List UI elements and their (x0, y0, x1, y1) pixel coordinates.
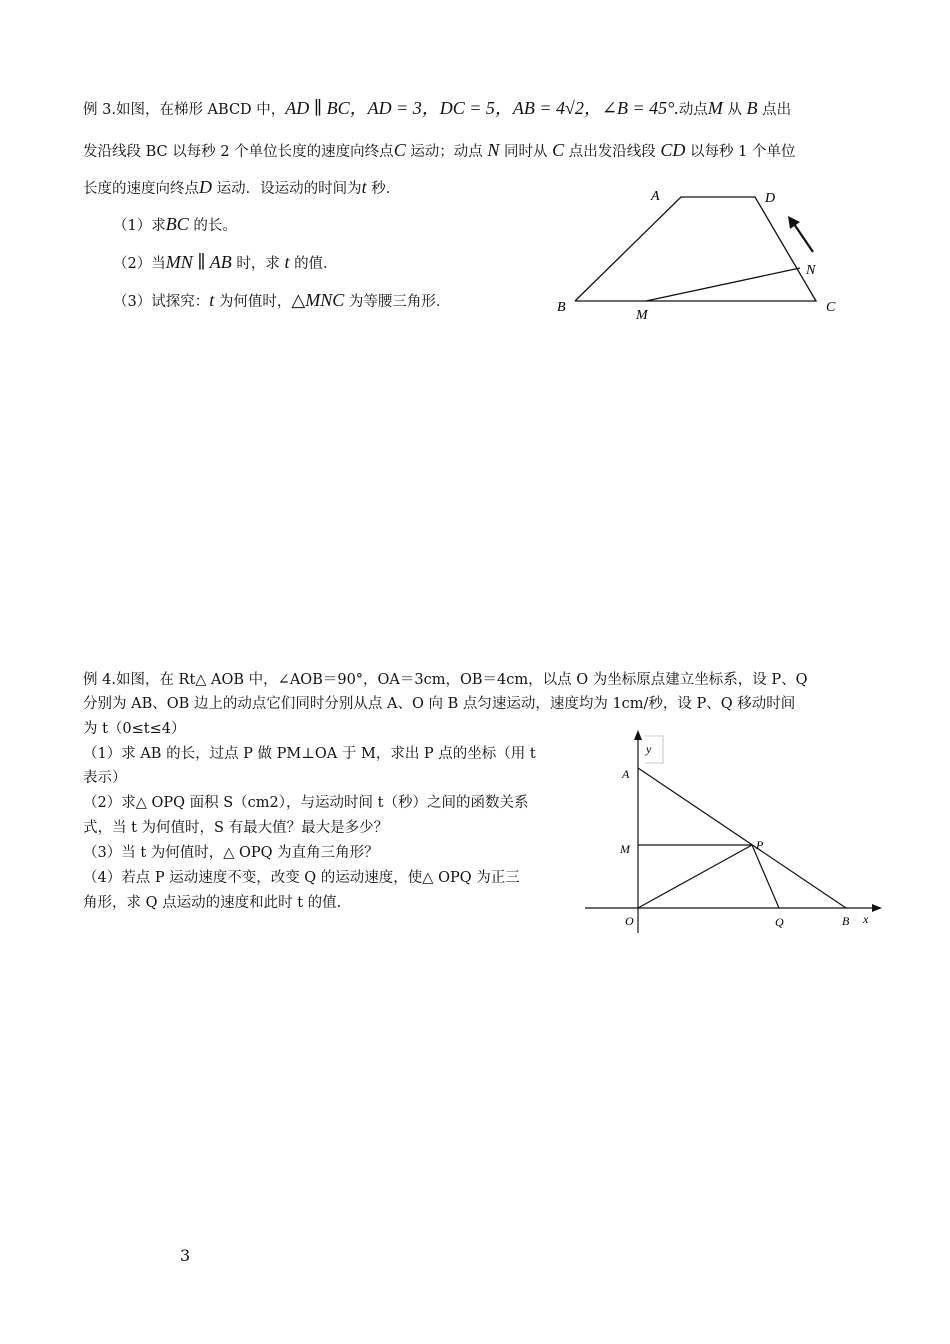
x-axis-arrow (872, 904, 882, 912)
label-m: M (636, 308, 648, 323)
label-q: Q (775, 915, 784, 929)
label-b: B (842, 914, 850, 928)
ex4-question-1a: （1）求 AB 的长，过点 P 做 PM⊥OA 于 M，求出 P 点的坐标（用 t (83, 746, 536, 762)
ex4-question-2b: 式，当 t 为何值时，S 有最大值？最大是多少？ (83, 820, 389, 836)
label-c: C (826, 300, 836, 315)
trapezoid-outline (575, 197, 816, 301)
ex4-question-3: （3）当 t 为何值时，△ OPQ 为直角三角形？ (83, 845, 379, 861)
ex4-line-1: 例 4.如图，在 Rt△ AOB 中，∠AOB＝90°，OA＝3cm，OB＝4cm，以点 O 为坐标原点建立坐标系，设 P、Q (83, 672, 808, 688)
ex4-question-4b: 角形，求 Q 点运动的速度和此时 t 的值. (83, 895, 342, 911)
ex3-question-2: （2）当MN ∥ AB 时，求 t 的值． (113, 252, 338, 272)
label-y: y (646, 742, 652, 756)
segment-mn (646, 268, 800, 301)
label-o: O (625, 914, 634, 928)
arrow-head (788, 216, 800, 229)
ex3-line-3: 长度的速度向终点D 运动．设运动的时间为t 秒． (83, 177, 401, 197)
ex3-trapezoid-figure (548, 180, 848, 325)
direction-arrow (794, 224, 813, 252)
label-d: D (765, 191, 776, 206)
segment-ab (638, 768, 846, 908)
ex4-coordinate-figure (580, 728, 900, 938)
label-m: M (620, 842, 630, 856)
label-p: P (756, 838, 764, 852)
ex3-line-2: 发沿线段 BC 以每秒 2 个单位长度的速度向终点C 运动；动点 N 同时从 C 点出发沿线段 CD 以每秒 1 个单位 (83, 140, 796, 160)
label-b: B (557, 300, 566, 315)
ex3-question-3: （3）试探究：t 为何值时，△MNC 为等腰三角形． (113, 290, 451, 310)
label-x: x (863, 912, 869, 926)
ex4-question-2a: （2）求△ OPQ 面积 S（cm2），与运动时间 t（秒）之间的函数关系 (83, 795, 529, 811)
label-a: A (651, 189, 660, 204)
ex4-question-1b: 表示） (83, 770, 127, 786)
ex4-line-3: 为 t（0≤t≤4） (83, 721, 186, 737)
ex4-line-2: 分别为 AB、OB 边上的动点它们同时分别从点 A、O 向 B 点匀速运动，速度均为 1cm/秒，设 P、Q 移动时间 (83, 696, 796, 712)
y-axis-arrow (634, 730, 642, 740)
ex3-given-conditions: AD ∥ BC，AD = 3，DC = 5，AB = 4√2，∠B = 45°. (285, 98, 679, 118)
ex3-question-1: （1）求BC 的长。 (113, 214, 237, 234)
label-a: A (622, 767, 630, 781)
ex4-question-4a: （4）若点 P 运动速度不变，改变 Q 的运动速度，使△ OPQ 为正三 (83, 870, 520, 886)
page-number: 3 (180, 1246, 191, 1265)
ex3-line-1: 例 3.如图，在梯形 ABCD 中，AD ∥ BC，AD = 3，DC = 5，AB = 4√2，∠B = 45°.动点M 从 B 点出 (83, 98, 792, 118)
label-n: N (806, 263, 816, 278)
segment-op (638, 845, 752, 908)
